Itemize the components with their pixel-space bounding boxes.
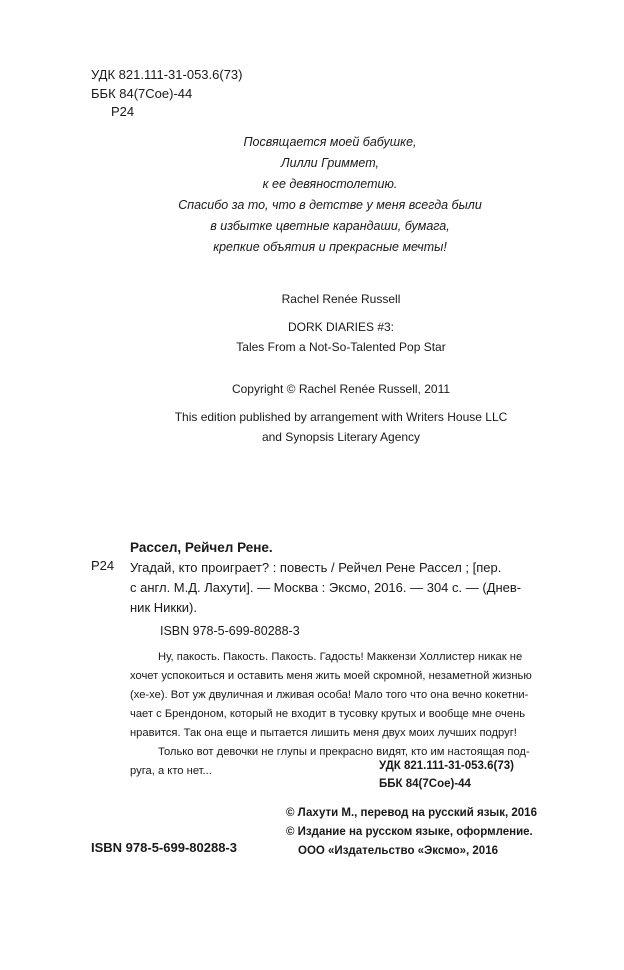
udk-code: УДК 821.111-31-053.6(73): [91, 67, 243, 82]
dedication-line: Лилли Гриммет,: [281, 156, 379, 170]
catalog-description-line: Угадай, кто проиграет? : повесть / Рейчел Рене Рассел ; [пер.: [130, 560, 502, 575]
edition-line: and Synopsis Literary Agency: [261, 430, 421, 444]
classification-block: [91, 66, 243, 122]
copyright-line: © Издание на русском языке, оформление.: [286, 826, 533, 838]
author-mark: Р24: [111, 104, 135, 119]
annotation-line: хочет успокоиться и оставить меня жить моей скромной, незаметной жизнью: [130, 670, 532, 682]
catalog-isbn: ISBN 978-5-699-80288-3: [160, 624, 300, 638]
bottom-udk: УДК 821.111-31-053.6(73): [379, 760, 514, 772]
dedication: [130, 132, 530, 258]
bbk-code: ББК 84(7Сое)-44: [91, 85, 193, 101]
dedication-line: Посвящается моей бабушке,: [243, 135, 417, 149]
original-title: Tales From a Not-So-Talented Pop Star: [236, 340, 446, 354]
catalog-code: Р24: [91, 558, 115, 573]
annotation-line: Ну, пакость. Пакость. Пакость. Гадость! Маккензи Холлистер никак не: [158, 651, 523, 663]
original-copyright: Copyright © Rachel Renée Russell, 2011: [231, 382, 451, 396]
original-author: Rachel Renée Russell: [281, 292, 401, 306]
catalog-description-line: ник Никки).: [130, 600, 197, 615]
original-edition-info: [91, 289, 591, 447]
dedication-line: Спасибо за то, что в детстве у меня всегда были: [178, 198, 482, 212]
copyright-line: ООО «Издательство «Эксмо», 2016: [298, 845, 498, 857]
copyright-block: [286, 804, 537, 861]
annotation-line: Только вот девочки не глупы и прекрасно видят, кто им настоящая под-: [158, 746, 530, 758]
catalog-description: [130, 558, 550, 618]
annotation-line: чает с Брендоном, который не входит в тусовку крутых и вообще мне очень: [130, 708, 526, 720]
bottom-classification: [379, 757, 514, 793]
bottom-bbk: ББК 84(7Сое)-44: [379, 778, 471, 790]
catalog-heading: Рассел, Рейчел Рене.: [130, 540, 273, 555]
bottom-isbn: ISBN 978-5-699-80288-3: [91, 840, 237, 855]
annotation-line: нравится. Так она еще и пытается лишить меня двух моих лучших подруг!: [130, 727, 517, 739]
catalog-description-line: с англ. М.Д. Лахути]. — Москва : Эксмо, 2016. — 304 с. — (Днев-: [130, 580, 522, 595]
edition-line: This edition published by arrangement with Writers House LLC: [174, 410, 508, 424]
annotation-line: руга, а кто нет...: [130, 765, 212, 777]
copyright-line: © Лахути М., перевод на русский язык, 2016: [286, 807, 537, 819]
dedication-line: крепкие объятия и прекрасные мечты!: [213, 240, 447, 254]
dedication-line: в избытке цветные карандаши, бумага,: [210, 219, 450, 233]
dedication-line: к ее девяностолетию.: [262, 177, 398, 191]
annotation-line: (хе-хе). Вот уж двуличная и лживая особа! Мало того что она вечно кокетни-: [130, 689, 529, 701]
original-series: DORK DIARIES #3:: [287, 320, 395, 334]
